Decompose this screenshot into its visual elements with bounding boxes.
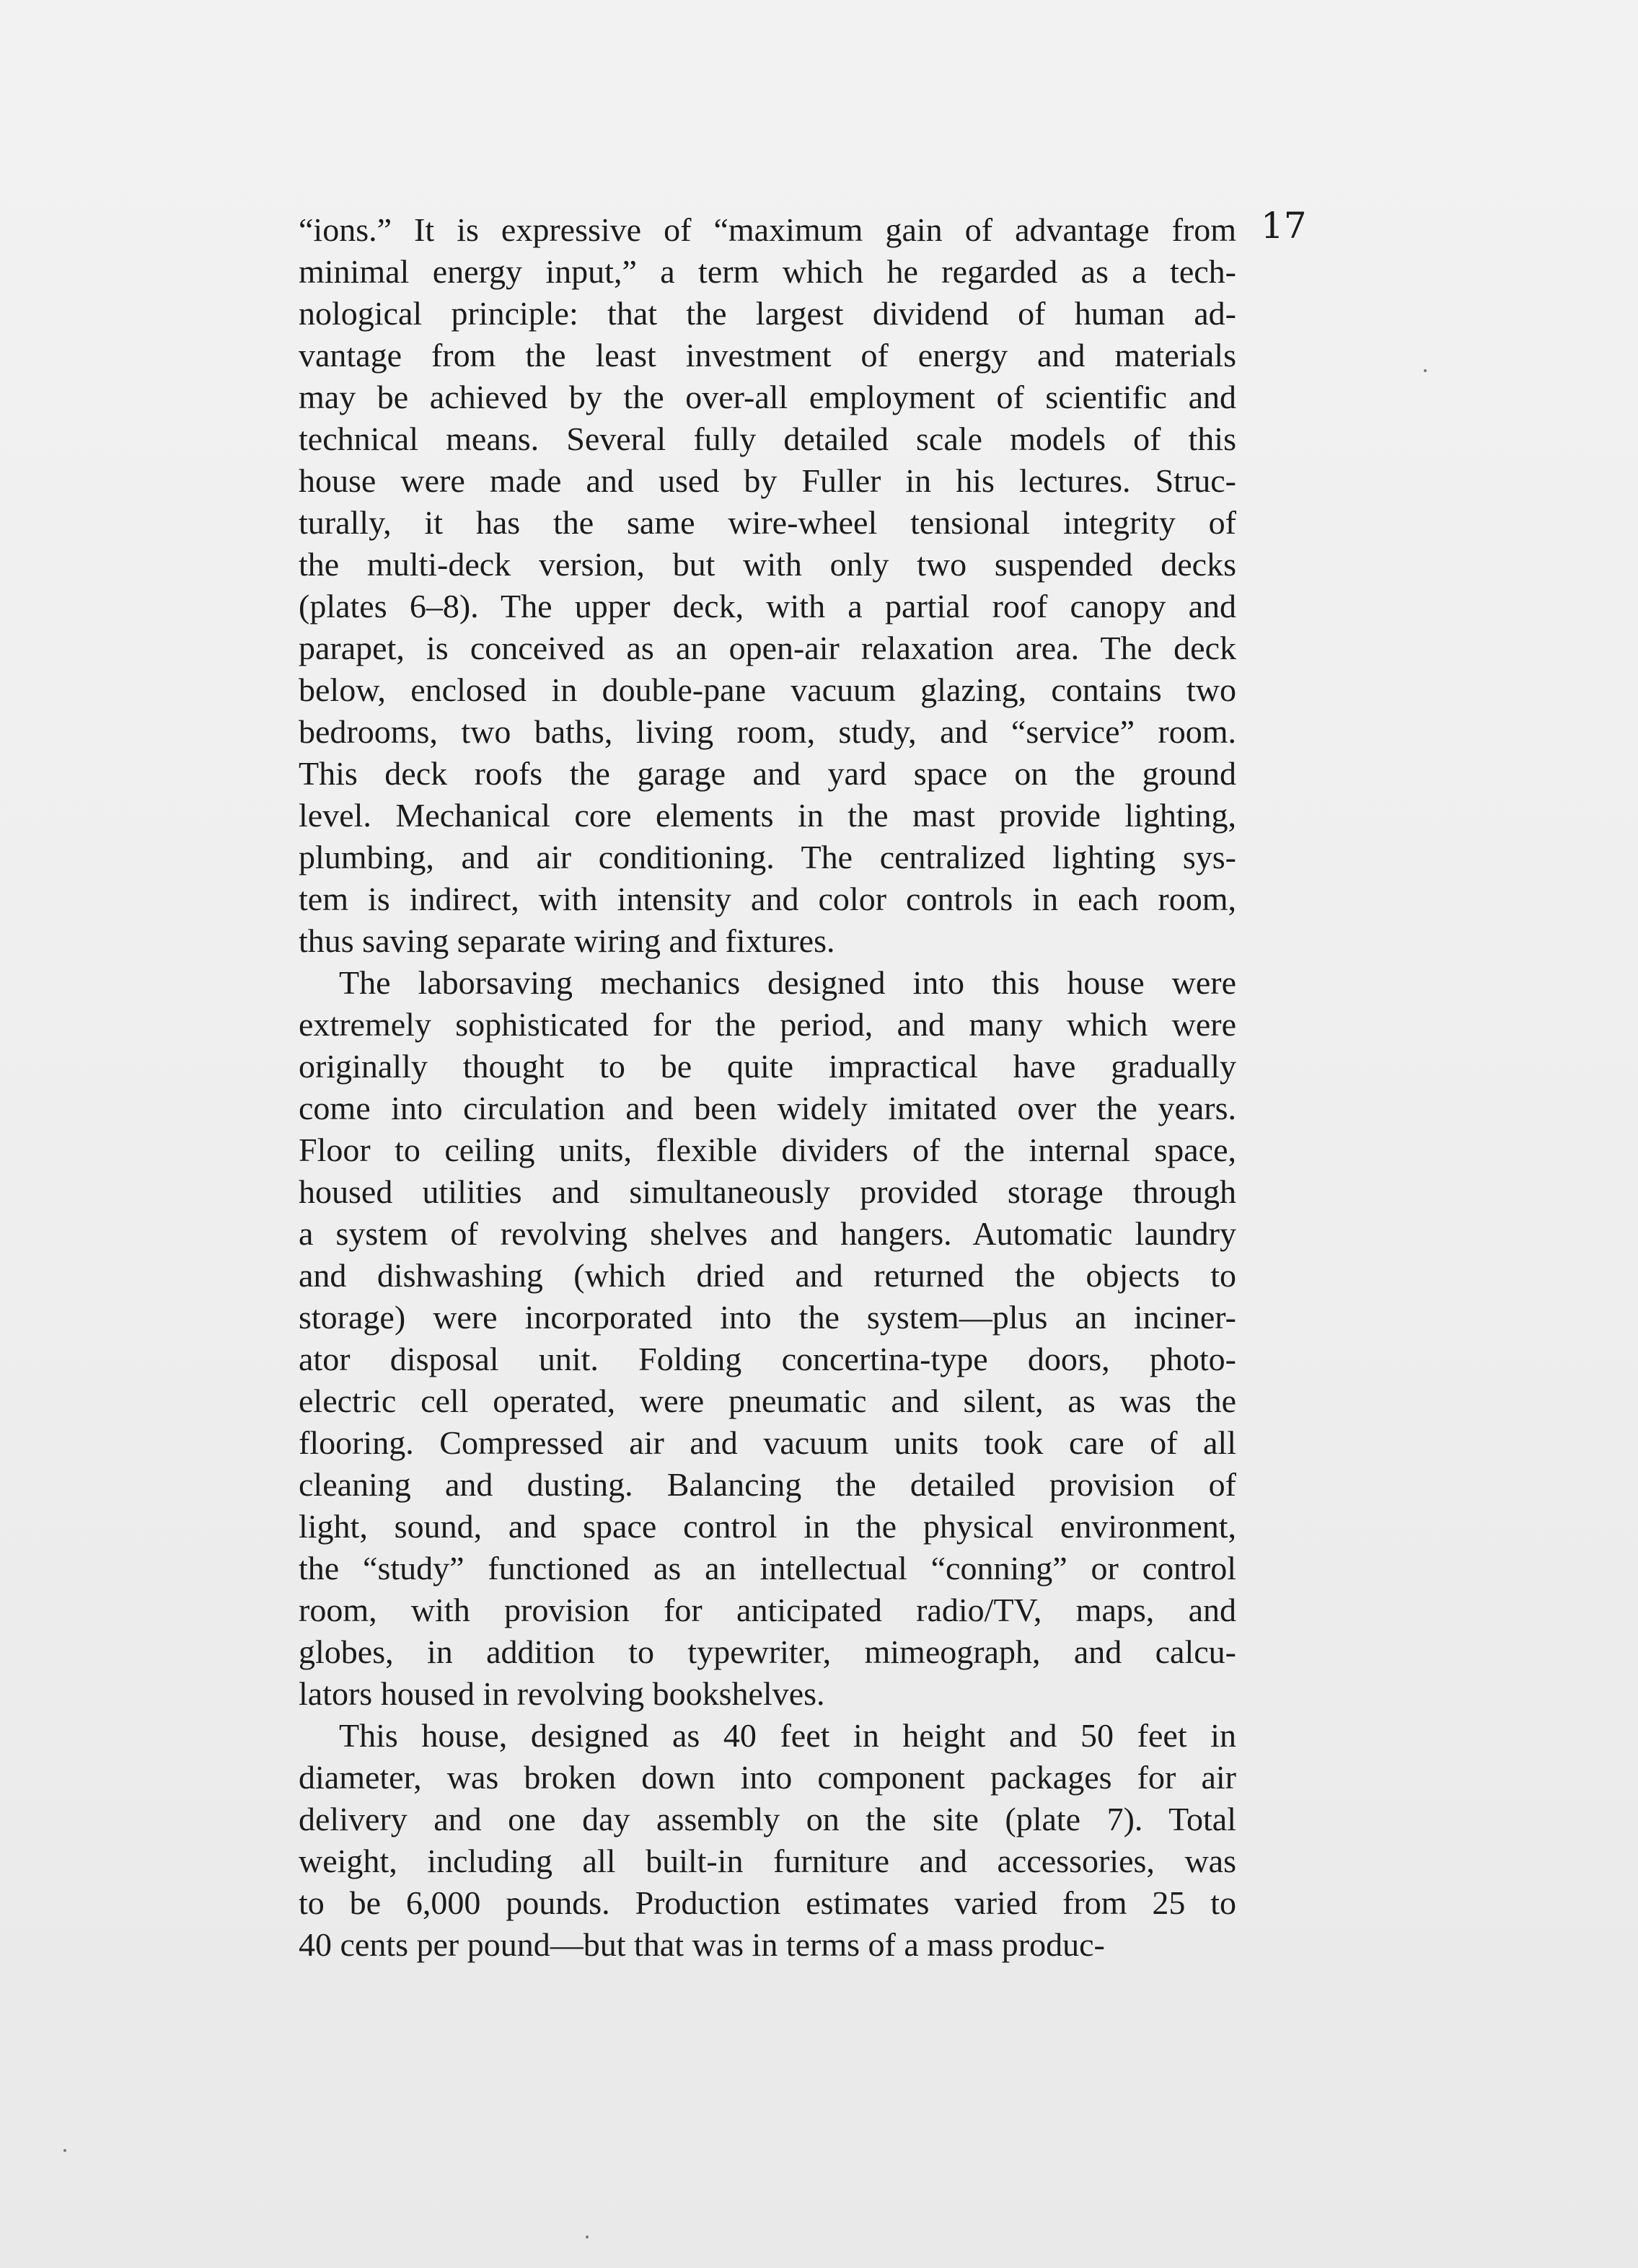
text-line: This house, designed as 40 feet in height and 50 feet in xyxy=(339,1717,1236,1754)
text-line: minimal energy input,” a term which he regarded as a tech- xyxy=(299,253,1236,290)
text-line: extremely sophisticated for the period, and many which were xyxy=(299,1006,1236,1043)
text-line: technical means. Several fully detailed scale models of this xyxy=(299,420,1236,457)
scan-speck xyxy=(586,2236,589,2238)
text-line: lators housed in revolving bookshelves. xyxy=(299,1675,825,1712)
text-line: nological principle: that the largest dividend of human ad- xyxy=(299,295,1236,332)
text-line: originally thought to be quite impractical have gradually xyxy=(299,1048,1236,1085)
text-line: The laborsaving mechanics designed into this house were xyxy=(339,964,1236,1001)
text-line: weight, including all built-in furniture and accessories, was xyxy=(299,1843,1236,1879)
scan-speck xyxy=(1424,369,1427,372)
text-line: room, with provision for anticipated radio/TV, maps, and xyxy=(299,1592,1236,1628)
text-line: bedrooms, two baths, living room, study, and “service” room. xyxy=(299,713,1236,750)
text-line: vantage from the least investment of energy and materials xyxy=(299,337,1236,374)
text-line: delivery and one day assembly on the site (plate 7). Total xyxy=(299,1801,1236,1837)
text-line: parapet, is conceived as an open-air relaxation area. The deck xyxy=(299,630,1236,666)
page-number: 17 xyxy=(1261,205,1307,247)
paragraph xyxy=(299,209,1236,962)
text-line: the multi-deck version, but with only two suspended decks xyxy=(299,546,1236,583)
paragraph xyxy=(299,1715,1236,1966)
text-line: below, enclosed in double-pane vacuum glazing, contains two xyxy=(299,671,1236,708)
text-line: electric cell operated, were pneumatic and silent, as was the xyxy=(299,1382,1236,1419)
text-line: globes, in addition to typewriter, mimeograph, and calcu- xyxy=(299,1633,1236,1670)
text-line: to be 6,000 pounds. Production estimates varied from 25 to xyxy=(299,1884,1236,1921)
text-line: level. Mechanical core elements in the mast provide lighting, xyxy=(299,797,1236,834)
body-text xyxy=(299,209,1236,1966)
text-line: flooring. Compressed air and vacuum units took care of all xyxy=(299,1424,1236,1461)
text-line: come into circulation and been widely imitated over the years. xyxy=(299,1090,1236,1126)
text-line: Floor to ceiling units, flexible dividers of the internal space, xyxy=(299,1131,1236,1168)
text-line: cleaning and dusting. Balancing the detailed provision of xyxy=(299,1466,1236,1503)
text-line: plumbing, and air conditioning. The centralized lighting sys- xyxy=(299,839,1236,875)
text-line: may be achieved by the over-all employment of scientific and xyxy=(299,379,1236,415)
text-line: 40 cents per pound—but that was in terms of a mass produc- xyxy=(299,1926,1105,1963)
text-line: the “study” functioned as an intellectual “conning” or control xyxy=(299,1550,1236,1587)
text-line: and dishwashing (which dried and returned the objects to xyxy=(299,1257,1236,1294)
text-line: light, sound, and space control in the physical environment, xyxy=(299,1508,1236,1545)
text-line: storage) were incorporated into the system—plus an inciner- xyxy=(299,1299,1236,1336)
text-line: “ions.” It is expressive of “maximum gain of advantage from xyxy=(299,211,1236,248)
text-line: This deck roofs the garage and yard space on the ground xyxy=(299,755,1236,792)
scan-speck xyxy=(63,2149,66,2152)
text-line: housed utilities and simultaneously provided storage through xyxy=(299,1173,1236,1210)
text-line: ator disposal unit. Folding concertina-type doors, photo- xyxy=(299,1341,1236,1377)
text-line: thus saving separate wiring and fixtures. xyxy=(299,922,835,959)
text-line: house were made and used by Fuller in his lectures. Struc- xyxy=(299,462,1236,499)
text-line: diameter, was broken down into component packages for air xyxy=(299,1759,1236,1796)
text-line: (plates 6–8). The upper deck, with a partial roof canopy and xyxy=(299,588,1236,625)
paragraph xyxy=(299,962,1236,1715)
text-line: turally, it has the same wire-wheel tensional integrity of xyxy=(299,504,1236,541)
text-line: a system of revolving shelves and hangers. Automatic laundry xyxy=(299,1215,1236,1252)
text-line: tem is indirect, with intensity and color controls in each room, xyxy=(299,881,1236,917)
